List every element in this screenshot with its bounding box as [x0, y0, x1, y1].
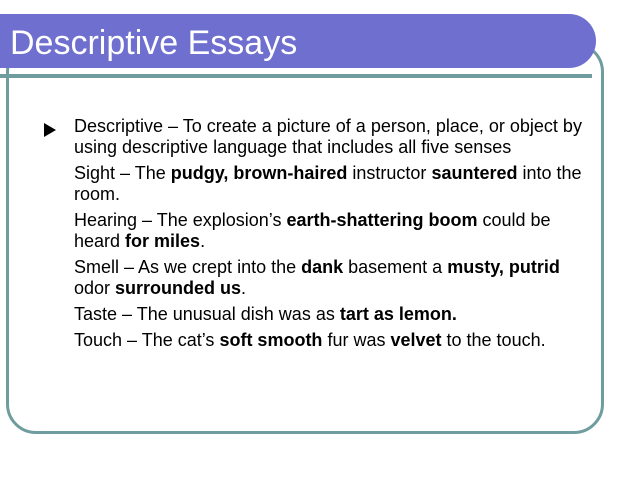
sight-bold-1: pudgy, brown-haired [170, 163, 348, 183]
taste-bold-1: tart as lemon. [339, 304, 457, 324]
smell-bold-3: surrounded us [115, 278, 242, 298]
hearing-mid-1: could be heard [74, 210, 551, 251]
smell-mid-1: basement a [343, 257, 448, 277]
title-underline [0, 74, 592, 78]
sense-taste [74, 304, 594, 325]
sight-suffix: into the room. [74, 163, 582, 204]
title-bar [0, 14, 596, 68]
sense-hearing [74, 210, 594, 252]
touch-bold-1: soft smooth [219, 330, 323, 350]
smell-prefix: Smell – As we crept into the [74, 257, 302, 277]
hearing-prefix: Hearing – The explosion’s [74, 210, 287, 230]
touch-prefix: Touch – The cat’s [74, 330, 220, 350]
slide-body [74, 116, 594, 356]
smell-bold-2: musty, putrid [447, 257, 560, 277]
smell-suffix: . [241, 278, 247, 298]
sense-sight [74, 163, 594, 205]
smell-mid-2: odor [74, 278, 116, 298]
touch-mid-1: fur was [322, 330, 391, 350]
hearing-suffix: . [200, 231, 206, 251]
sense-touch [74, 330, 594, 351]
triangle-bullet-icon [44, 123, 56, 137]
bullet-intro: Descriptive – To create a picture of a person, place, or object by using descriptive language that includes all five senses [74, 116, 582, 157]
hearing-bold-1: earth-shattering boom [286, 210, 478, 230]
slide-title: Descriptive Essays [10, 24, 298, 62]
sight-mid-1: instructor [347, 163, 432, 183]
touch-suffix: to the touch. [441, 330, 546, 350]
sight-prefix: Sight – The [74, 163, 171, 183]
touch-bold-2: velvet [390, 330, 442, 350]
sight-bold-2: sauntered [431, 163, 518, 183]
hearing-bold-2: for miles [125, 231, 201, 251]
sense-smell [74, 257, 594, 299]
smell-bold-1: dank [301, 257, 344, 277]
taste-prefix: Taste – The unusual dish was as [74, 304, 340, 324]
